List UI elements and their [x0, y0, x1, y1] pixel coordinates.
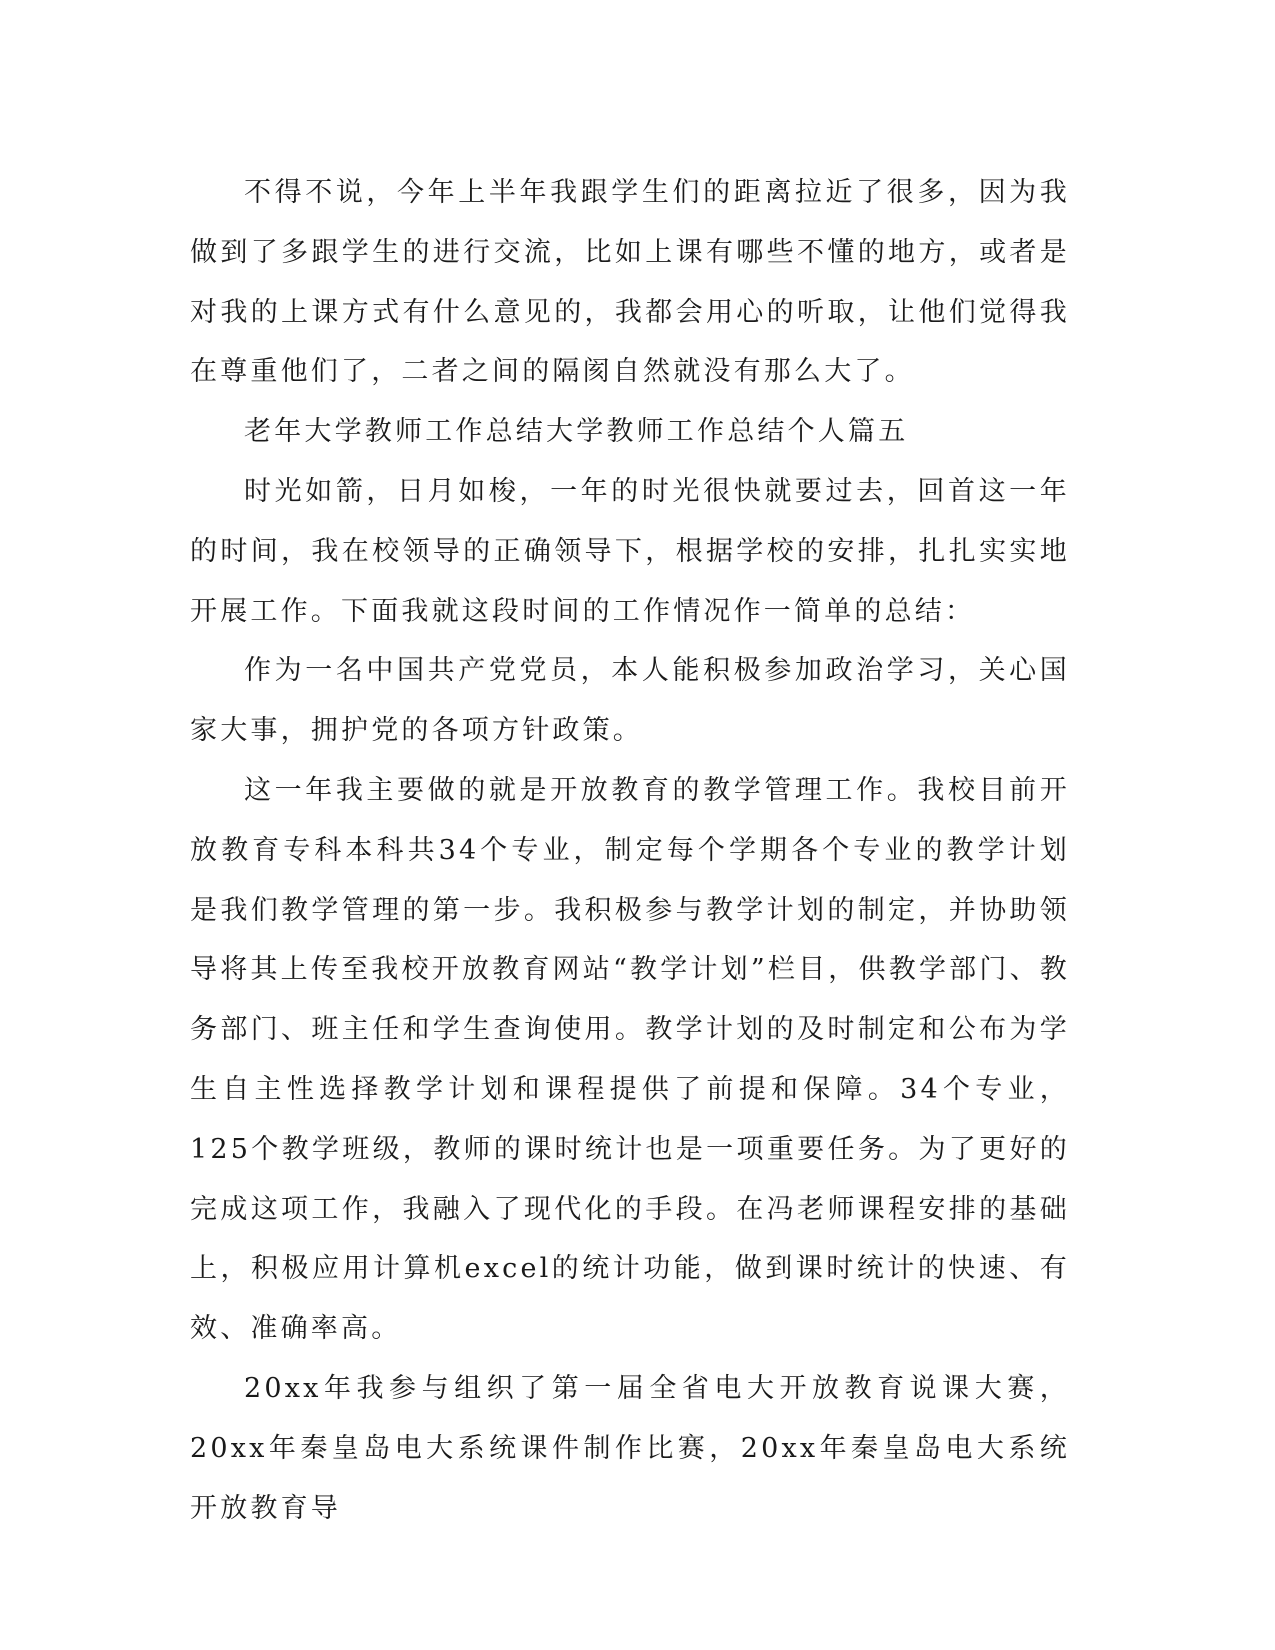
document-body: [190, 163, 1070, 1538]
paragraph-competitions: 20xx年我参与组织了第一届全省电大开放教育说课大赛，20xx年秦皇岛电大系统课件制作比赛，20xx年秦皇岛电大系统开放教育导: [190, 1372, 1070, 1524]
section-heading: 老年大学教师工作总结大学教师工作总结个人篇五: [244, 416, 909, 448]
paragraph-teaching-management: 这一年我主要做的就是开放教育的教学管理工作。我校目前开放教育专科本科共34个专业，制定每个学期各个专业的教学计划是我们教学管理的第一步。我积极参与教学计划的制定，并协助领导将其上传至我校开放教育网站“教学计划”栏目，供教学部门、教务部门、班主任和学生查询使用。教学计划的及时制定和公布为学生自主性选择教学计划和课程提供了前提和保障。34个专业，125个教学班级，教师的课时统计也是一项重要任务。为了更好的完成这项工作，我融入了现代化的手段。在冯老师课程安排的基础上，积极应用计算机excel的统计功能，做到课时统计的快速、有效、准确率高。: [190, 774, 1070, 1345]
paragraph-relationship-with-students: 不得不说，今年上半年我跟学生们的距离拉近了很多，因为我做到了多跟学生的进行交流，比如上课有哪些不懂的地方，或者是对我的上课方式有什么意见的，我都会用心的听取，让他们觉得我在尊重他们了，二者之间的隔阂自然就没有那么大了。: [190, 177, 1070, 388]
paragraph-party-member: 作为一名中国共产党党员，本人能积极参加政治学习，关心国家大事，拥护党的各项方针政策。: [190, 655, 1070, 747]
paragraph-year-review: 时光如箭，日月如梭，一年的时光很快就要过去，回首这一年的时间，我在校领导的正确领导下，根据学校的安排，扎扎实实地开展工作。下面我就这段时间的工作情况作一简单的总结：: [190, 475, 1070, 627]
